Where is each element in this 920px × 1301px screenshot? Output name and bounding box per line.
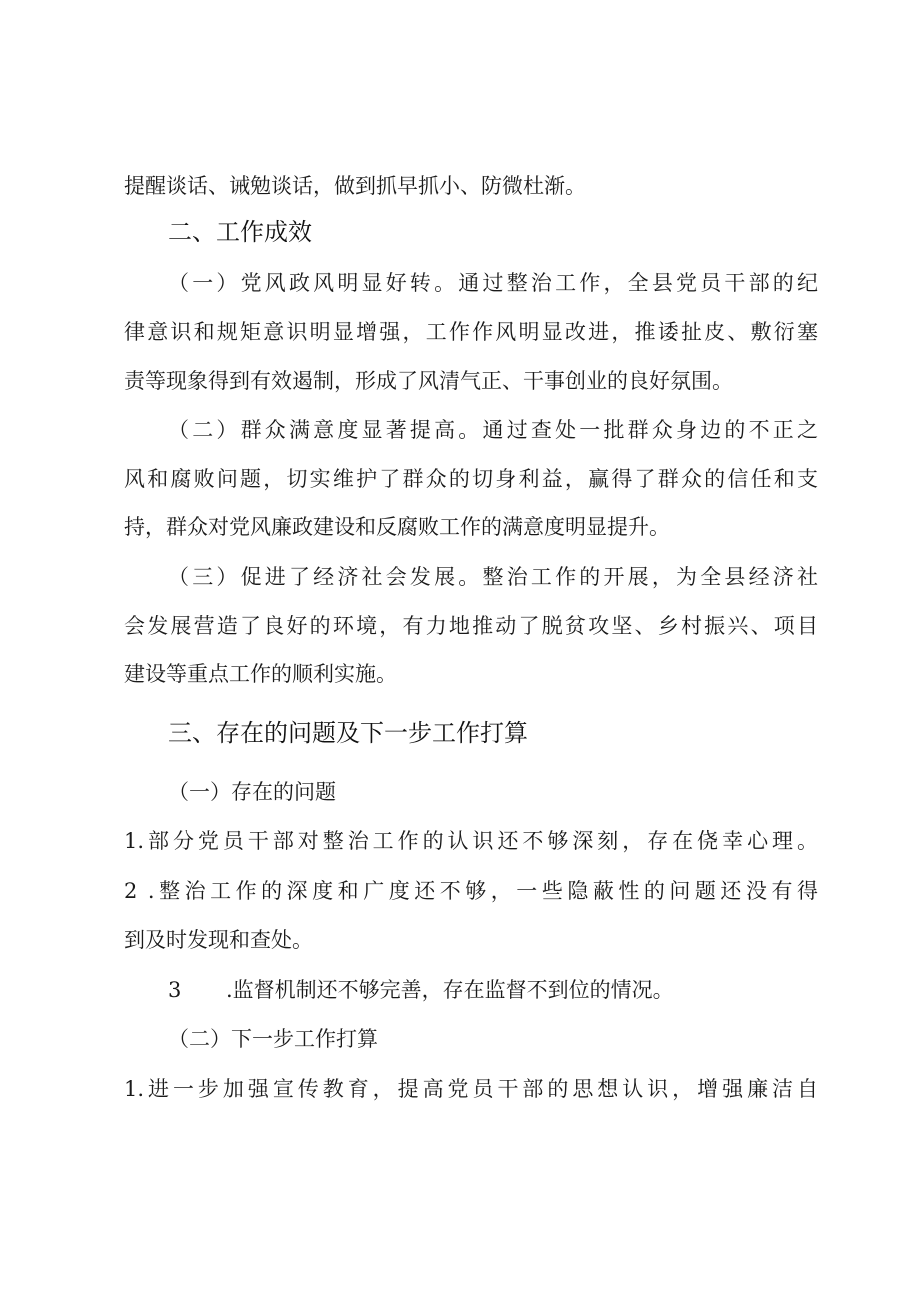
paragraph-line: 风和腐败问题，切实维护了群众的切身利益，赢得了群众的信任和支 <box>124 467 818 491</box>
list-item-number: 3 <box>168 978 182 1002</box>
paragraph-line: （三）促进了经济社会发展。整治工作的开展，为全县经济社 <box>168 565 818 589</box>
list-item-number: 1 <box>124 829 138 853</box>
paragraph-line: 律意识和规矩意识明显增强，工作作风明显改进，推诿扯皮、敷衍塞 <box>124 320 818 344</box>
paragraph-line: （一）党风政风明显好转。通过整治工作，全县党员干部的纪 <box>168 271 818 295</box>
paragraph-line: 提醒谈话、诫勉谈话，做到抓早抓小、防微杜渐。 <box>124 174 586 198</box>
list-item <box>124 1075 818 1103</box>
subheading-problems: （一）存在的问题 <box>168 780 336 804</box>
paragraph-line: 会发展营造了良好的环境，有力地推动了脱贫攻坚、乡村振兴、项目 <box>124 614 818 638</box>
paragraph-line: 持，群众对党风廉政建设和反腐败工作的满意度明显提升。 <box>124 515 670 539</box>
list-item-text: .进一步加强宣传教育，提高党员干部的思想认识，增强廉洁自 <box>137 1077 818 1101</box>
paragraph-line: （二）群众满意度显著提高。通过查处一批群众身边的不正之 <box>168 418 818 442</box>
section-heading-achievements: 二、工作成效 <box>168 218 312 246</box>
paragraph-line: 责等现象得到有效遏制，形成了风清气正、干事创业的良好氛围。 <box>124 369 733 393</box>
list-item <box>124 827 818 855</box>
list-item <box>168 976 818 1004</box>
list-item-text: .监督机制还不够完善，存在监督不到位的情况。 <box>226 978 674 1002</box>
subheading-next-steps: （二）下一步工作打算 <box>168 1027 378 1051</box>
list-item-text: .部分党员干部对整治工作的认识还不够深刻，存在侥幸心理。 <box>137 829 818 853</box>
list-item-number: 2 <box>124 879 138 903</box>
list-item-continuation: 到及时发现和查处。 <box>124 928 313 952</box>
section-heading-problems-and-plans: 三、存在的问题及下一步工作打算 <box>168 719 528 747</box>
paragraph-line: 建设等重点工作的顺利实施。 <box>124 662 397 686</box>
list-item-text: .整治工作的深度和广度还不够，一些隐蔽性的问题还没有得 <box>147 879 818 903</box>
list-item <box>124 877 818 905</box>
list-item-number: 1 <box>124 1077 138 1101</box>
